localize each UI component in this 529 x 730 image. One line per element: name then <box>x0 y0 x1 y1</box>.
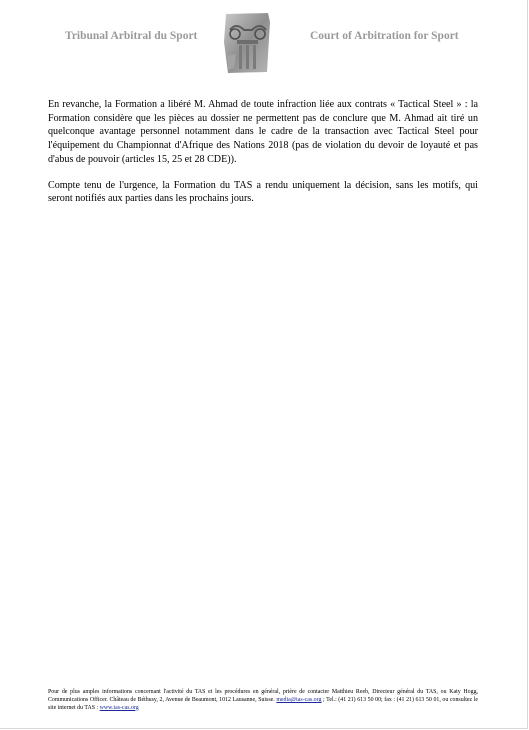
media-email-link[interactable]: media@tas-cas.org <box>276 696 322 703</box>
tas-column-capital-logo-icon <box>222 12 272 74</box>
header-title-english: Court of Arbitration for Sport <box>310 30 459 42</box>
contact-footer <box>48 689 478 712</box>
footer-text: ; Tel.: (41 21) 613 50 00; fax : (41 21) 613 50 01, ou consultez le site internet du TAS : <box>48 696 479 711</box>
body-paragraph: En revanche, la Formation a libéré M. Ahmad de toute infraction liée aux contrats « Tactical Steel » : la Formation considère que les pièces au dossier ne permettent pas de conclure que M. Ahmad ait tiré un quelconque avantage personnel notamment dans le cadre de la transaction avec Tactical Steel pour l'équipement du Championnat d'Afrique des Nations 2018 (pas de violation du devoir de loyauté et pas d'abus de pouvoir (articles 15, 25 et 28 CDE)). <box>48 99 478 165</box>
header-title-french: Tribunal Arbitral du Sport <box>65 30 198 42</box>
body-paragraph: Compte tenu de l'urgence, la Formation du TAS a rendu uniquement la décision, sans les motifs, qui seront notifiés aux parties dans les prochains jours. <box>48 179 478 205</box>
website-link[interactable]: www.tas-cas.org <box>99 704 139 711</box>
press-release-body <box>48 98 478 218</box>
footer-text: Pour de plus amples informations concernant l'activité du TAS et les procédures en général, prière de contacter Matthieu Reeb, Directeur général du TAS, ou Katy Hogg, Communications Officer. Château de Béthusy, 2, Avenue de Beaumont, 1012 Lausanne, Suisse. <box>48 689 478 703</box>
